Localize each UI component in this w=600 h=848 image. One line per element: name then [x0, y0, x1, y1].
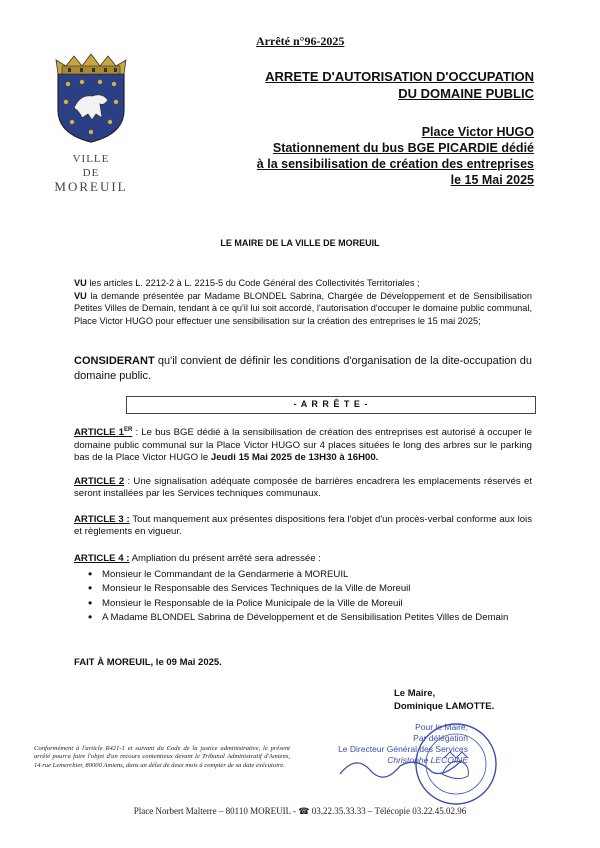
list-item: • Monsieur le Responsable de la Police Municipale de la Ville de Moreuil	[74, 598, 534, 610]
handwritten-signature	[336, 752, 466, 782]
article-1-label: ARTICLE 1ER	[74, 427, 133, 439]
vu-paragraph-1	[74, 277, 532, 289]
arrete-heading-box	[126, 396, 536, 414]
town-de: DE	[82, 167, 100, 179]
article-2: ARTICLE 2 : Une signalisation adéquate composée de barrières encadrera les emplacements réservés et seront installées par les Services techniques communaux.	[74, 476, 532, 500]
stamp-line-1: Pour le Maire,	[415, 722, 468, 732]
document-title	[265, 68, 534, 102]
town-name-block	[50, 152, 132, 194]
recipient-list	[74, 569, 534, 627]
article-1-text: Le bus BGE dédié à la sensibilisation de création des entreprises est autorisé à occuper le domaine public communal sur la Place Victor HUGO sur 4 places situées le long des arbres sur le parking bas de la Place Victor HUGO le	[74, 427, 533, 463]
stamp-line-3: Le Directeur Général des Services	[338, 744, 468, 754]
maire-heading: LE MAIRE DE LA VILLE DE MOREUIL	[220, 238, 380, 248]
list-item: • A Madame BLONDEL Sabrina de Développement et de Sensibilisation Petites Villes de Demain	[74, 612, 534, 624]
town-crest-logo	[52, 52, 130, 144]
article-3-text: Tout manquement aux présentes dispositions fera l'objet d'un procès-verbal conforme aux lois et règlements en vigueur.	[74, 514, 532, 538]
vu-paragraph-2	[74, 290, 532, 327]
signature-name: Dominique LAMOTTE.	[394, 701, 495, 712]
stamp-line-4: Christophe LECOINE	[387, 755, 468, 765]
list-item: • Monsieur le Responsable des Services Techniques de la Ville de Moreuil	[74, 583, 534, 595]
article-4-text: Ampliation du présent arrêté sera adressée :	[131, 553, 321, 564]
stamp-line-2: Par délégation	[413, 733, 468, 743]
fait-a-line: FAIT À MOREUIL, le 09 Mai 2025.	[74, 657, 222, 668]
footer-address: Place Norbert Malterre – 80110 MOREUIL - ☎ 03.22.35.33.33 – Télécopie 03.22.45.02.96	[133, 806, 467, 816]
signature-title: Le Maire,	[394, 688, 436, 699]
signature-block	[394, 687, 494, 713]
legal-notice: Conformément à l'article R421-1 et suivant du Code de la justice administrative, le présent arrêté pourra faire l'objet d'un recours contentieux devant le Tribunal Administratif d'Amiens, 14 rue Lemerchier, 80000 Amiens, dans un délai de deux mois à compter de sa date exécutoire.	[34, 745, 290, 769]
arrete-heading: - A R R Ê T E -	[293, 399, 369, 409]
article-4-label: ARTICLE 4 :	[74, 553, 130, 564]
vu-label-1: VU	[74, 278, 87, 288]
title-line-1: ARRETE D'AUTORISATION D'OCCUPATION	[265, 69, 534, 84]
subtitle-line-1: Place Victor HUGO	[421, 125, 534, 139]
article-3-label: ARTICLE 3 :	[74, 514, 130, 525]
article-1: ARTICLE 1ER : Le bus BGE dédié à la sensibilisation de création des entreprises est autorisé à occuper le domaine public communal sur la Place Victor HUGO sur 4 places situées le long des arbres sur le parking bas de la Place Victor HUGO le Jeudi 15 Mai 2025 de 13H30 à 16H00.	[74, 427, 533, 463]
subtitle-line-4: le 15 Mai 2025	[450, 173, 534, 187]
article-1-date: Jeudi 15 Mai 2025 de 13H30 à 16H00.	[210, 452, 379, 463]
list-item: • Monsieur le Commandant de la Gendarmerie à MOREUIL	[74, 569, 534, 581]
article-2-text: Une signalisation adéquate composée de barrières encadrera les emplacements réservés et seront installées par les Services techniques communaux.	[74, 476, 532, 500]
article-2-label: ARTICLE 2	[74, 476, 125, 487]
article-4	[74, 553, 532, 565]
town-name: MOREUIL	[54, 179, 128, 194]
subtitle-line-2: Stationnement du bus BGE PICARDIE dédié	[272, 141, 534, 155]
document-subtitle	[257, 124, 534, 188]
title-line-2: DU DOMAINE PUBLIC	[398, 86, 534, 101]
arrete-number: Arrêté n°96-2025	[256, 34, 345, 48]
considerant-paragraph	[74, 354, 532, 383]
considerant-text: qu'il convient de définir les conditions d'organisation de la dite-occupation du domaine public.	[74, 355, 532, 382]
subtitle-line-3: à la sensibilisation de création des entreprises	[256, 157, 534, 171]
vu-label-2: VU	[74, 291, 87, 301]
article-3	[74, 514, 532, 539]
vu-text-1: les articles L. 2212-2 à L. 2215-5 du Code Général des Collectivités Territoriales ;	[89, 278, 420, 288]
vu-text-2: la demande présentée par Madame BLONDEL Sabrina, Chargée de Développement et de Sensibilisation Petites Villes de Demain, tendant à ce qu'il lui soit accordé, l'autorisation d'occuper le domaine public communal, Place Victor HUGO pour effectuer une sensibilisation sur la création des entreprises le 15 mai 2025;	[74, 291, 532, 326]
town-ville: VILLE	[72, 153, 110, 165]
considerant-label: CONSIDERANT	[74, 355, 155, 367]
